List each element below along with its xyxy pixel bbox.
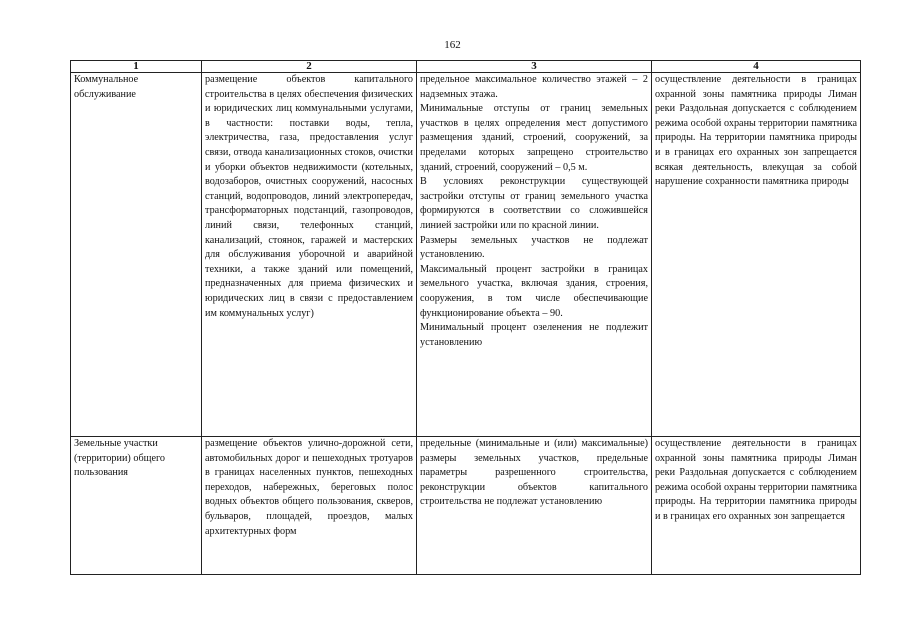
table-row <box>71 73 861 437</box>
table-header-row <box>71 61 861 73</box>
permitted-use-description: размещение объектов улично-дорожной сети, автомобильных дорог и пешеходных тротуаров в границах населенных пунктов, пешеходных переходов, набережных, береговых полос водных объектов общего пользования, скверов, бульваров, площадей, проездов, малых архитектурных форм <box>205 438 413 537</box>
construction-parameters-cell <box>417 437 652 575</box>
zoning-table <box>70 60 861 575</box>
restrictions-text: осуществление деятельности в границах охранной зоны памятника природы Лиман реки Раздольная допускается с соблюдением режима особой охраны территории памятника природы. На территории памятника природы и в границах его охранных зон запрещается <box>655 438 857 522</box>
restrictions-cell <box>652 73 861 437</box>
parameter-paragraph: Минимальный процент озеленения не подлежит установлению <box>420 322 648 348</box>
table-row <box>71 437 861 575</box>
page-number: 162 <box>444 39 461 51</box>
parameter-paragraph: предельное максимальное количество этажей – 2 надземных этажа. <box>420 74 648 100</box>
land-use-type-cell <box>71 437 202 575</box>
land-use-type-cell <box>71 73 202 437</box>
land-use-type: Земельные участки (территории) общего пользования <box>74 438 166 479</box>
restrictions-text: осуществление деятельности в границах охранной зоны памятника природы Лиман реки Раздольная допускается с соблюдением режима особой охраны территории памятника природы. На территории памятника природы и в границах его охранных зон запрещается всякая деятельность, влекущая за собой нарушение сохранности памятника природы <box>655 74 857 188</box>
parameter-paragraph: предельные (минимальные и (или) максимальные) размеры земельных участков, предельные параметры разрешенного строительства, реконструкции объектов капитального строительства не подлежат установлению <box>420 438 648 508</box>
parameter-paragraph: Максимальный процент застройки в границах земельного участка, включая здания, строения, сооружения, в том числе обеспечивающие функционирование объекта – 90. <box>420 263 648 319</box>
restrictions-cell <box>652 437 861 575</box>
permitted-use-description-cell <box>202 73 417 437</box>
parameter-paragraph: Минимальные отступы от границ земельных участков в целях определения мест допустимого размещения зданий, строений, сооружений, за пределами которых запрещено строительство зданий, строений, сооружений – 0,5 м. <box>420 103 648 173</box>
permitted-use-description: размещение объектов капитального строительства в целях обеспечения физических и юридических лиц коммунальными услугами, в частности: поставки воды, тепла, электричества, газа, предоставления услуг связи, отвода канализационных стоков, очистки и уборки объектов недвижимости (котельных, водозаборов, очистных сооружений, насосных станций, водопроводов, линий электропередач, трансформаторных подстанций, газопроводов, линий связи, телефонных станций, канализаций, стоянок, гаражей и мастерских для обслуживания уборочной и аварийной техники, а также зданий или помещений, предназначенных для приема физических и юридических лиц в связи с предоставлением им коммунальных услуг) <box>205 74 413 319</box>
parameter-paragraph: Размеры земельных участков не подлежат установлению. <box>420 234 648 261</box>
parameter-paragraph: В условиях реконструкции существующей застройки отступы от границ земельного участка формируются в соответствии со сложившейся линией застройки или по красной линии. <box>420 176 648 231</box>
column-header-2: 2 <box>202 61 417 73</box>
land-use-type: Коммунальное обслуживание <box>74 74 139 100</box>
column-header-4: 4 <box>652 61 861 73</box>
column-header-1: 1 <box>71 61 202 73</box>
column-header-3: 3 <box>417 61 652 73</box>
permitted-use-description-cell <box>202 437 417 575</box>
construction-parameters-cell <box>417 73 652 437</box>
